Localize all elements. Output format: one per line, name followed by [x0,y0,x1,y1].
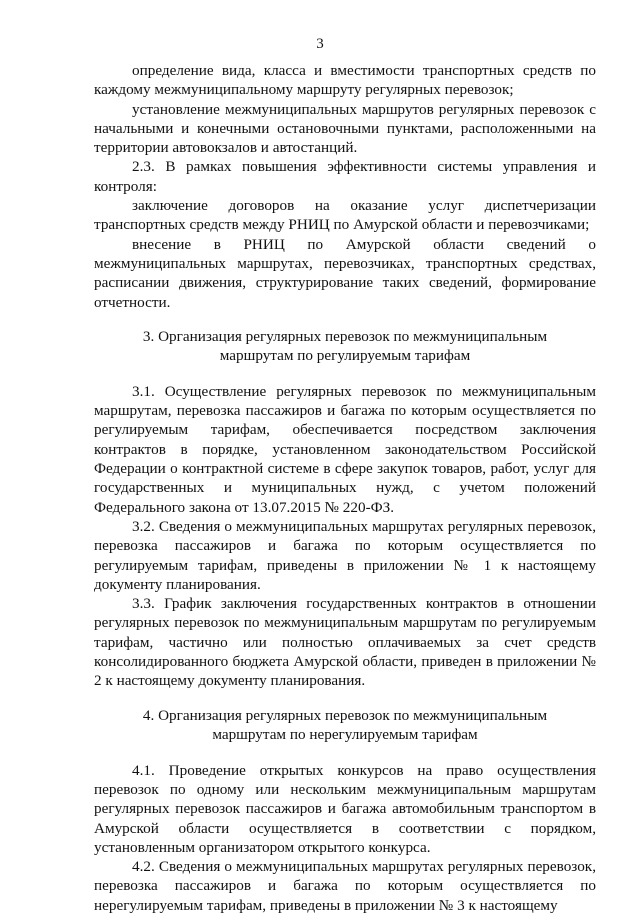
paragraph-3-3: 3.3. График заключения государственных контрактов в отношении регулярных перевозок по межмуниципальным маршрутам по регулируемым тарифам, частично или полностью оплачиваемых за счет средств консолидированного бюджета Амурской области, приведен в приложении № 2 к настоящему документу планирования. [94,595,596,690]
paragraph-3-2: 3.2. Сведения о межмуниципальных маршрутах регулярных перевозок, перевозка пассажиров и багажа по которым осуществляется по регулируемым тарифам, приведены в приложении № 1 к настоящему документу планирования. [94,517,596,593]
section-3-heading-line1: 3. Организация регулярных перевозок по межмуниципальным [142,327,548,345]
section-4-heading-line2: маршрутам по нерегулируемым тарифам [212,726,478,744]
paragraph-dispatch-contracts: заключение договоров на оказание услуг диспетчеризации транспортных средств между РНИЦ по Амурской области и перевозчиками; [94,197,596,234]
paragraph-rnic-data: внесение в РНИЦ по Амурской области сведений о межмуниципальных маршрутах, перевозчиках, транспортных средствах, расписании движения, структурирование таких сведений, формирование отчетности. [94,235,596,311]
section-4-heading [94,706,596,745]
section-3-heading [94,327,596,366]
paragraph-vehicle-class: определение вида, класса и вместимости транспортных средств по каждому межмуниципальному маршруту регулярных перевозок; [94,62,596,99]
paragraph-4-2: 4.2. Сведения о межмуниципальных маршрутах регулярных перевозок, перевозка пассажиров и багажа по которым осуществляется по нерегулируемым тарифам, приведены в приложении № 3 к настоящему [94,858,596,914]
paragraph-3-1: 3.1. Осуществление регулярных перевозок по межмуниципальным маршрутам, перевозка пассажиров и багажа по которым осуществляется по регулируемым тарифам, обеспечивается посредством заключения контрактов в порядке, установленном законодательством Российской Федерации о контрактной системе в сфере закупок товаров, работ, услуг для государственных и муниципальных нужд, с учетом положений Федерального закона от 13.07.2015 № 220-ФЗ. [94,382,596,516]
page-number: 3 [316,36,324,52]
paragraph-4-1: 4.1. Проведение открытых конкурсов на право осуществления перевозок по одному или нескольким межмуниципальным маршрутам регулярных перевозок пассажиров и багажа автомобильным транспортом в Амурской области осуществляется в соответствии с порядком, установленным организатором открытого конкурса. [94,761,596,856]
paragraph-route-establishment: установление межмуниципальных маршрутов регулярных перевозок с начальными и конечными остановочными пунктами, расположенными на территории автовокзалов и автостанций. [94,100,596,157]
paragraph-2-3: 2.3. В рамках повышения эффективности системы управления и контроля: [94,158,596,195]
section-4-heading-line1: 4. Организация регулярных перевозок по межмуниципальным [142,706,548,724]
section-3-heading-line2: маршрутам по регулируемым тарифам [219,347,471,365]
